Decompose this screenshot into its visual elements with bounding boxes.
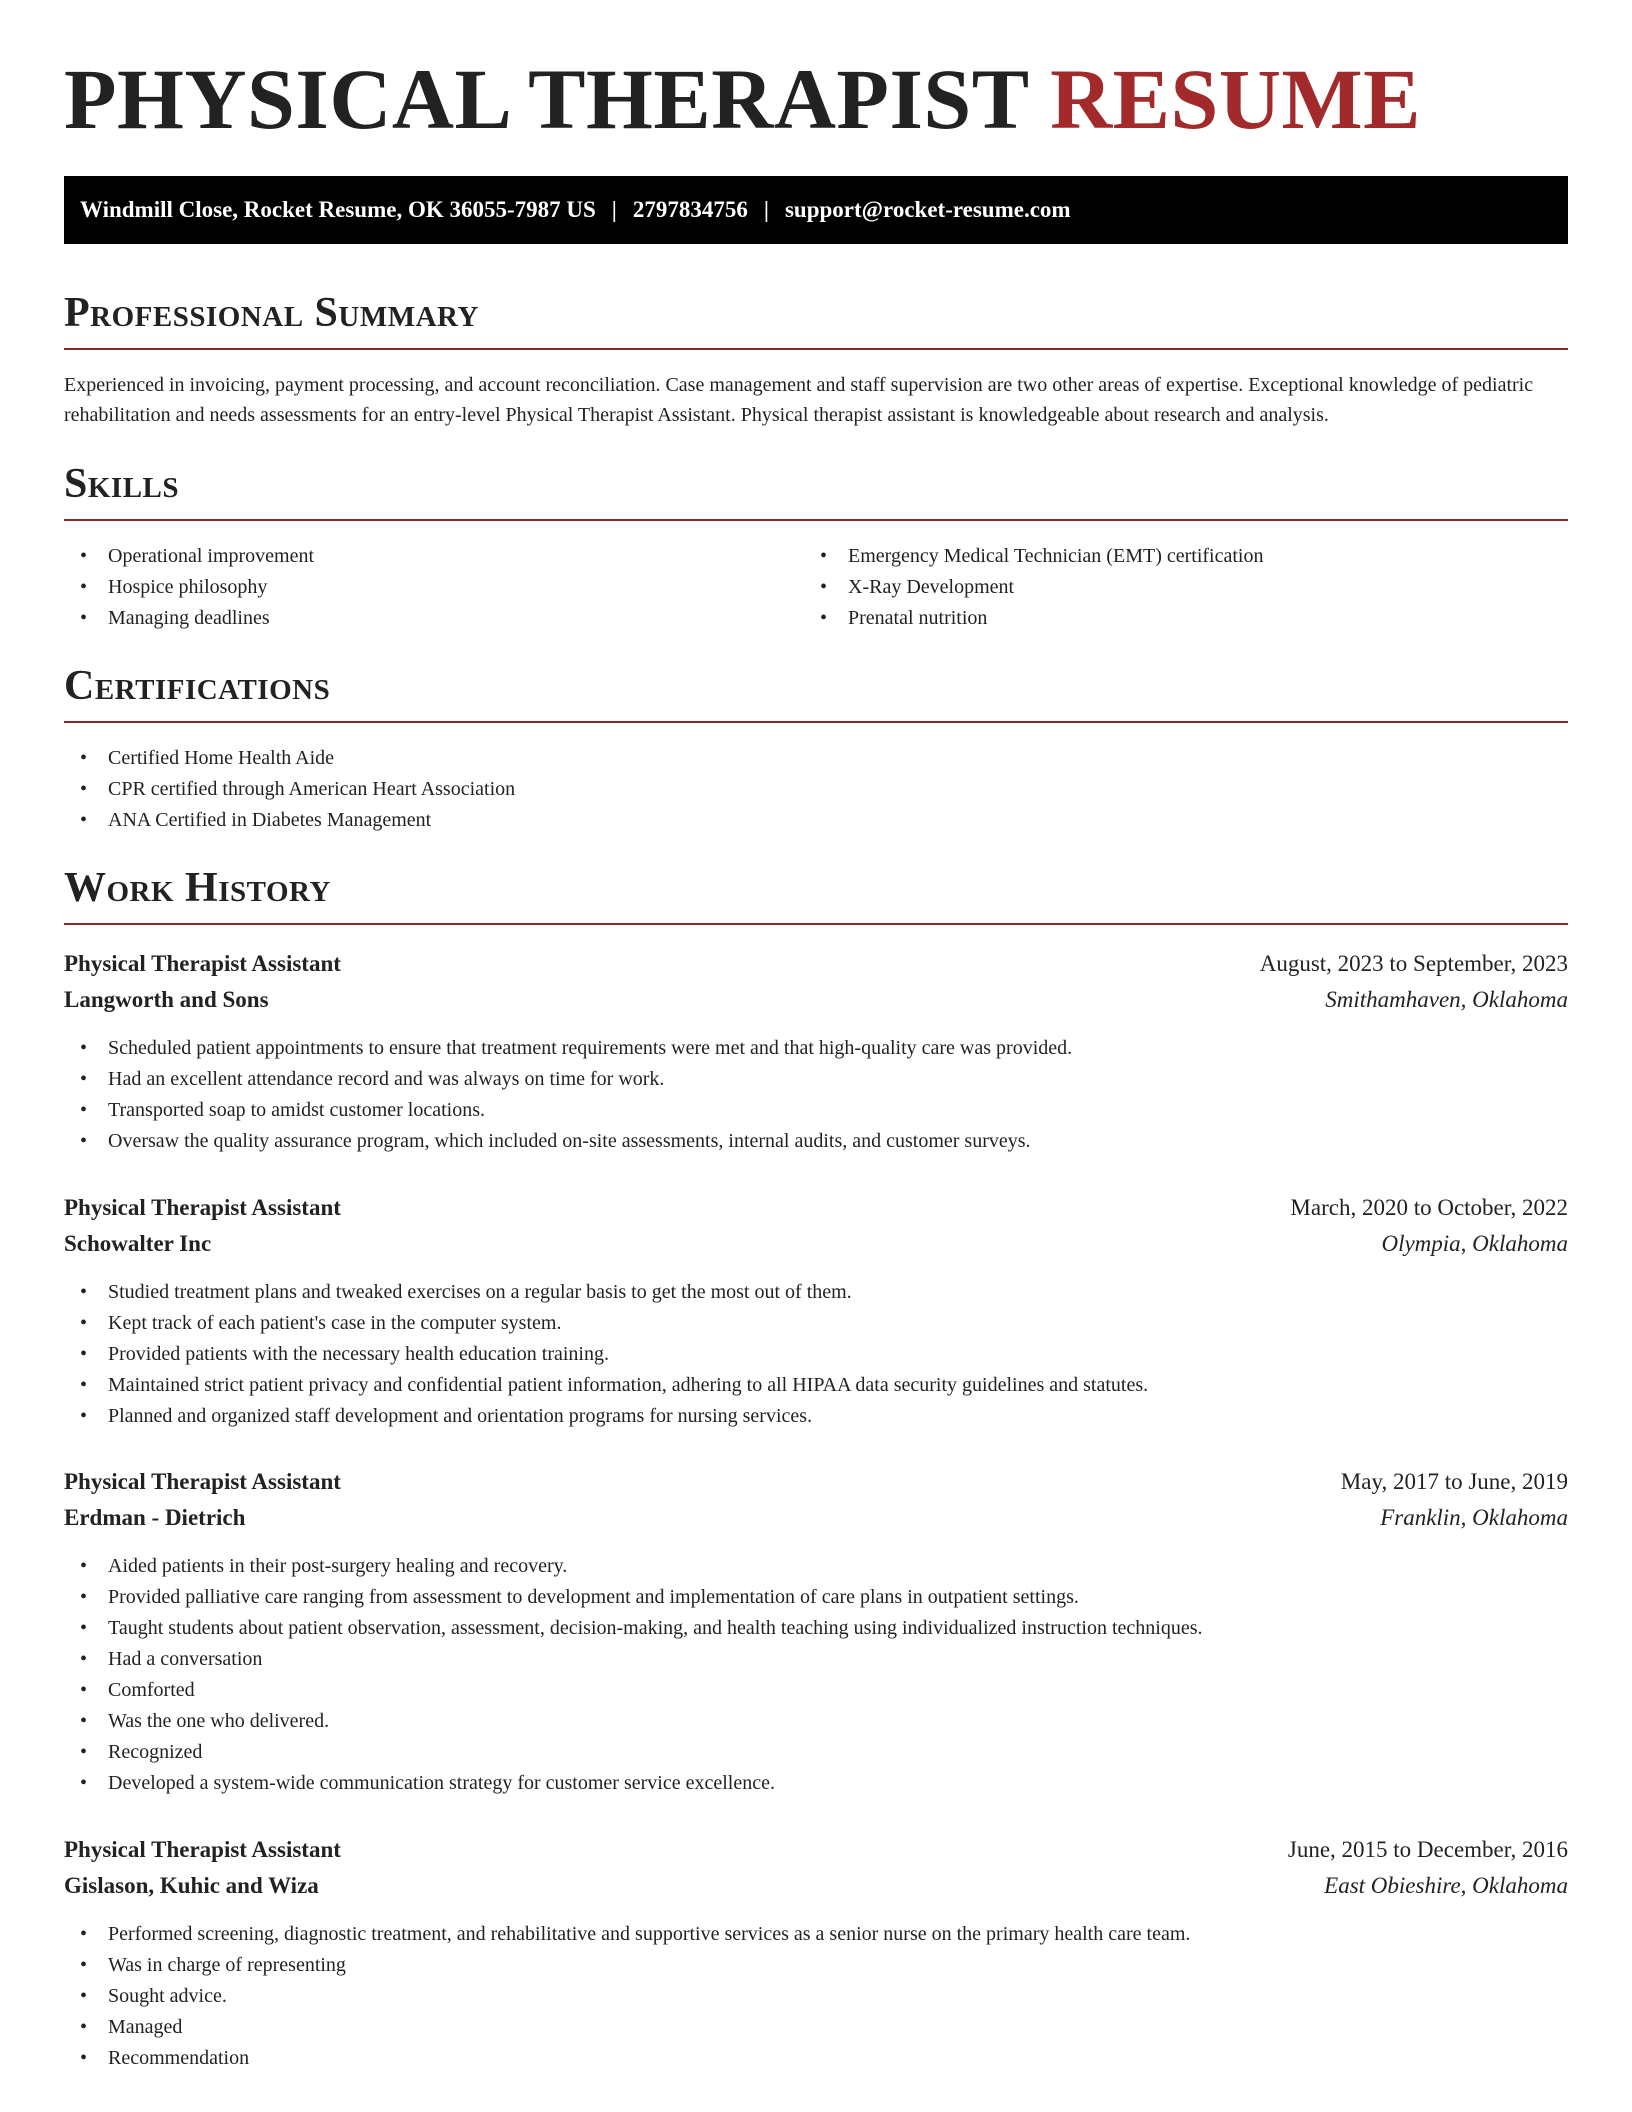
job-duties-list — [64, 1033, 1072, 1157]
summary-text: Experienced in invoicing, payment processing, and account reconciliation. Case management and staff supervision are two other areas of expertise. Exceptional knowledge of pediatric rehabilitation and needs assessments for an entry-level Physical Therapist Assistant. Physical therapist assistant is knowledgeable about research and analysis. — [64, 374, 1534, 426]
job-title: Physical Therapist Assistant — [64, 1195, 341, 1220]
job-location: Franklin, Oklahoma — [1380, 1505, 1568, 1530]
job-header — [64, 947, 1568, 981]
job-company: Gislason, Kuhic and Wiza — [64, 1873, 319, 1898]
job-company-row — [64, 983, 1568, 1017]
job-title: Physical Therapist Assistant — [64, 951, 341, 976]
job-duties-list — [64, 1919, 1190, 2074]
contact-separator: | — [763, 197, 769, 222]
job-location: Olympia, Oklahoma — [1381, 1231, 1568, 1256]
job-header — [64, 1191, 1568, 1225]
job-header — [64, 1833, 1568, 1867]
certification-item: • ANA Certified in Diabetes Management — [64, 805, 515, 836]
skills-heading: Skills — [64, 463, 1568, 521]
job-dates: June, 2015 to December, 2016 — [1287, 1837, 1568, 1862]
job-duty: • Taught students about patient observation, assessment, decision-making, and health teaching using individualized instruction techniques. — [64, 1613, 1202, 1644]
skills-list-right — [804, 541, 1263, 634]
job-duty: • Managed — [64, 2012, 1190, 2043]
job-duty: • Aided patients in their post-surgery healing and recovery. — [64, 1551, 1202, 1582]
job-company: Schowalter Inc — [64, 1231, 212, 1256]
job-title: Physical Therapist Assistant — [64, 1837, 341, 1862]
job-duty: • Recognized — [64, 1737, 1202, 1768]
job-duty: • Had a conversation — [64, 1644, 1202, 1675]
title-main: PHYSICAL THERAPIST — [64, 51, 1029, 147]
job-duty: • Provided palliative care ranging from assessment to development and implementation of care plans in outpatient settings. — [64, 1582, 1202, 1613]
job-duty: • Had an excellent attendance record and was always on time for work. — [64, 1064, 1072, 1095]
skill-item: • Emergency Medical Technician (EMT) certification — [804, 541, 1263, 572]
contact-email[interactable]: support@rocket-resume.com — [784, 197, 1071, 222]
job-duty: • Scheduled patient appointments to ensure that treatment requirements were met and that high-quality care was provided. — [64, 1033, 1072, 1064]
job-duty: • Transported soap to amidst customer locations. — [64, 1095, 1072, 1126]
job-company-row — [64, 1227, 1568, 1261]
job-company-row — [64, 1501, 1568, 1535]
job-duty: • Studied treatment plans and tweaked exercises on a regular basis to get the most out of them. — [64, 1277, 1148, 1308]
work-history-heading: Work History — [64, 867, 1568, 925]
title-accent: RESUME — [1050, 51, 1422, 147]
job-duty: • Maintained strict patient privacy and confidential patient information, adhering to all HIPAA data security guidelines and statutes. — [64, 1370, 1148, 1401]
job-location: Smithamhaven, Oklahoma — [1325, 987, 1568, 1012]
job-duties-list — [64, 1277, 1148, 1432]
job-duty: • Was in charge of representing — [64, 1950, 1190, 1981]
summary-heading: Professional Summary — [64, 292, 1568, 350]
contact-address: Windmill Close, Rocket Resume, OK 36055-7987 US — [80, 197, 596, 222]
certification-item: • Certified Home Health Aide — [64, 743, 515, 774]
certifications-list — [64, 743, 515, 836]
job-duty: • Developed a system-wide communication strategy for customer service excellence. — [64, 1768, 1202, 1799]
job-duty: • Was the one who delivered. — [64, 1706, 1202, 1737]
job-dates: August, 2023 to September, 2023 — [1259, 951, 1568, 976]
certifications-heading: Certifications — [64, 665, 1568, 723]
job-location: East Obieshire, Oklahoma — [1324, 1873, 1568, 1898]
skill-item: • Managing deadlines — [64, 603, 314, 634]
certification-item: • CPR certified through American Heart Association — [64, 774, 515, 805]
contact-phone: 2797834756 — [632, 197, 748, 222]
job-duty: • Planned and organized staff development and orientation programs for nursing services. — [64, 1401, 1148, 1432]
job-duty: • Kept track of each patient's case in the computer system. — [64, 1308, 1148, 1339]
job-header — [64, 1465, 1568, 1499]
job-duties-list — [64, 1551, 1202, 1799]
skill-item: • Hospice philosophy — [64, 572, 314, 603]
resume-title — [64, 51, 1422, 147]
job-company: Langworth and Sons — [64, 987, 269, 1012]
contact-separator: | — [611, 197, 617, 222]
job-duty: • Recommendation — [64, 2043, 1190, 2074]
skill-item: • X-Ray Development — [804, 572, 1263, 603]
job-company-row — [64, 1869, 1568, 1903]
job-dates: May, 2017 to June, 2019 — [1340, 1469, 1568, 1494]
job-duty: • Sought advice. — [64, 1981, 1190, 2012]
contact-bar — [64, 176, 1568, 244]
job-duty: • Provided patients with the necessary health education training. — [64, 1339, 1148, 1370]
skills-list-left — [64, 541, 314, 634]
job-duty: • Oversaw the quality assurance program, which included on-site assessments, internal audits, and customer surveys. — [64, 1126, 1072, 1157]
job-title: Physical Therapist Assistant — [64, 1469, 341, 1494]
job-company: Erdman - Dietrich — [64, 1505, 246, 1530]
skill-item: • Operational improvement — [64, 541, 314, 572]
job-duty: • Comforted — [64, 1675, 1202, 1706]
skill-item: • Prenatal nutrition — [804, 603, 1263, 634]
job-dates: March, 2020 to October, 2022 — [1290, 1195, 1568, 1220]
job-duty: • Performed screening, diagnostic treatment, and rehabilitative and supportive services as a senior nurse on the primary health care team. — [64, 1919, 1190, 1950]
